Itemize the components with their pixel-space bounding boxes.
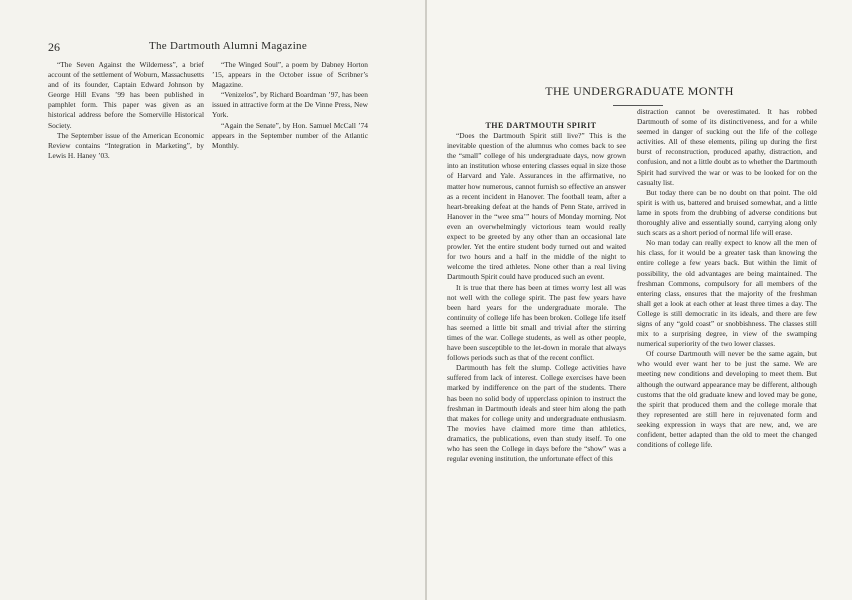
paragraph: It is true that there has been at times worry lest all was not well with the college spirit. The past few years have been hard years for the undergraduate morale. The continuity of college life has been broken. College life itself has seemed a little bit small and trivial after the stirring times of the war. College students, as well as other people, have been susceptible to the let-down in morale that always follows periods such as that of the recent conflict. bbox=[447, 282, 626, 363]
paragraph: “The Seven Against the Wilderness”, a brief account of the settlement of Woburn, Massachusetts and of its founder, Captain Edward Johnson by George Hill Evans ’99 has been published in pamphlet form. This paper was given as an historical address before the Somerville Historical Society. bbox=[48, 60, 204, 130]
paragraph: Of course Dartmouth will never be the same again, but who would ever want her to be just the same. We are meeting new conditions and developing to meet them. But although the outward appearance may be different, although customs that the old graduate knew and loved may be gone, the spirit that produced them and the college morale that they represented are still here in rejuvenated form and seeking expression in ways that are new, and, we are confident, better adapted than the old to meet the changed conditions of college life. bbox=[637, 349, 817, 450]
paragraph: The September issue of the American Economic Review contains “Integration in Marketing”, by Lewis H. Haney ’03. bbox=[48, 130, 204, 160]
paragraph: “Does the Dartmouth Spirit still live?” This is the inevitable question of the alumnus who comes back to see the “small” college of his undergraduate days, now grown into an institution whose entering classes equal in size those of Harvard and Yale. Assurances in the affirmative, no matter how numerous, cannot furnish so effective an answer as a recent incident in Hanover. The football team, after a heart-breaking defeat at the hands of Penn State, arrived in Hanover in the “wee sma’” hours of Monday morning. Not even an overwhelmingly victorious team would really expect to be greeted by any other than an occasional late prowler. Yet the entire student body turned out and waited for two hours and a half in the middle of the night to welcome the tired athletes. None other than a real living Dartmouth Spirit could have produced such an event. bbox=[447, 131, 626, 282]
section-title: THE UNDERGRADUATE MONTH bbox=[545, 84, 734, 98]
left-page bbox=[0, 0, 425, 600]
paragraph: “Venizelos”, by Richard Boardman ’97, has been issued in attractive form at the De Vinne Press, New York. bbox=[212, 90, 368, 120]
paragraph: “Again the Senate”, by Hon. Samuel McCall ’74 appears in the September number of the Atlantic Monthly. bbox=[212, 120, 368, 150]
article-heading: THE DARTMOUTH SPIRIT bbox=[485, 121, 597, 130]
left-column-2 bbox=[212, 60, 368, 151]
paragraph: Dartmouth has felt the slump. College activities have suffered from lack of interest. College exercises have been marked by indifference on the part of the students. There has been no solid body of upperclass opinion to instruct the freshman in Dartmouth ideals and steer him along the path that makes for college unity and undergraduate enthusiasm. The movies have claimed more time than athletics, dramatics, the publications, even than study itself. To one who has seen the College in days before the “show” was a regular evening institution, the unfortunate effect of this bbox=[447, 363, 626, 464]
right-page bbox=[427, 0, 852, 600]
paragraph: But today there can be no doubt on that point. The old spirit is with us, battered and bruised somewhat, and a little lame in spots from the drubbing of adverse conditions but thoroughly alive and essentially sound, carrying along only such scars as a short period of normal life will erase. bbox=[637, 187, 817, 238]
paragraph: distraction cannot be overestimated. It has robbed Dartmouth of some of its distinctiveness, and for a while seemed in danger of sucking out the life of the college activities. All of these elements, piling up during the first burst of reconstruction, produced apathy, distraction, and confusion, and not a little doubt as to whether the Dartmouth Spirit had survived the war or was to be looked for on the casualty list. bbox=[637, 107, 818, 187]
title-rule bbox=[613, 105, 663, 106]
page-number: 26 bbox=[48, 40, 60, 54]
paragraph: “The Winged Soul”, a poem by Dabney Horton ’15, appears in the October issue of Scribner’s Magazine. bbox=[212, 60, 368, 90]
paragraph: No man today can really expect to know all the men of his class, for it would be a greater task than knowing the entire college a few years back. But within the limit of possibility, the old advantages are being maintained. The freshman Commons, compulsory for all members of the entering class, ensures that the majority of the freshman shall get a look at each other at least three times a day. The College is still democratic in its ideals, and there are few signs of any “gold coast” or snobbishness. The classes still mix to a surprising degree, in view of the swamping numerical superiority of the two lower classes. bbox=[637, 238, 817, 349]
right-column-2 bbox=[637, 107, 817, 450]
journal-title: The Dartmouth Alumni Magazine bbox=[148, 40, 308, 52]
right-column-1 bbox=[447, 121, 626, 464]
left-column-1 bbox=[48, 60, 204, 161]
